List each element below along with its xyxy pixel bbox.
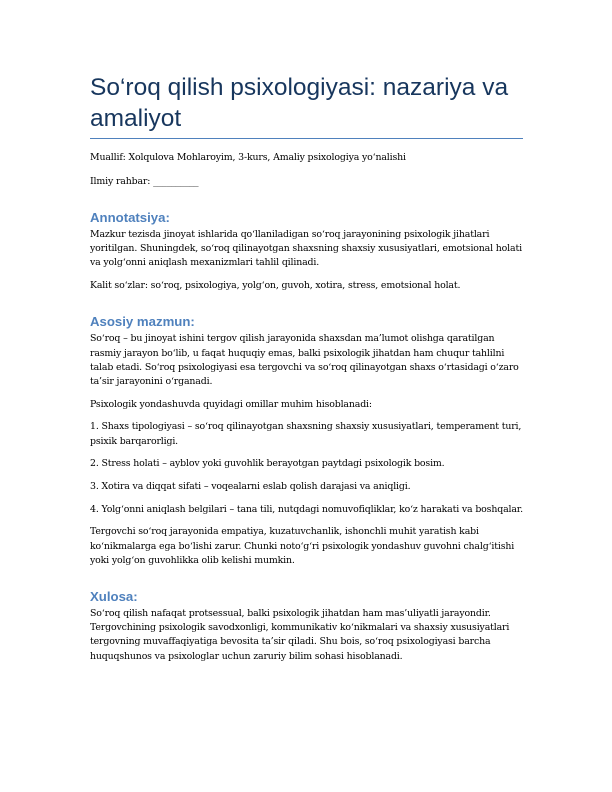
- annotation-heading: Annotatsiya:: [90, 210, 170, 225]
- document-page: [90, 72, 523, 664]
- main-heading: Asosiy mazmun:: [90, 314, 195, 330]
- keywords-paragraph: Kalit so‘zlar: so‘roq, psixologiya, yolg‘on, guvoh, xotira, stress, emotsional holat.: [90, 280, 461, 292]
- main-paragraph: Psixologik yondashuvda quyidagi omillar muhim hisoblanadi:: [90, 398, 372, 410]
- annotation-paragraph: Mazkur tezisda jinoyat ishlarida qo‘llaniladigan so‘roq jarayonining psixologik jihatlari yoritilgan. Shuningdek, so‘roq qilinayotgan shaxsning shaxsiy xususiyatlari, emotsional holati va yolg‘onni aniqlash mexanizmlari tahlil qilinadi.: [90, 229, 522, 269]
- list-item: 3. Xotira va diqqat sifati – voqealarni eslab qolish darajasi va aniqligi.: [90, 480, 411, 492]
- main-paragraph: So‘roq – bu jinoyat ishini tergov qilish jarayonida shaxsdan ma’lumot olishga qaratilgan rasmiy jarayon bo‘lib, u faqat huquqiy emas, balki psixologik jihatdan ham chuqur tahlilni talab etadi. So‘roq psixologiyasi esa tergovchi va so‘roq qilinayotgan shaxs o‘rtasidagi o‘zaro ta’sir jarayonini o‘rganadi.: [90, 333, 519, 387]
- main-paragraph: Tergovchi so‘roq jarayonida empatiya, kuzatuvchanlik, ishonchli muhit yaratish kabi ko‘nikmalarga ega bo‘lishi zarur. Chunki noto‘g‘ri psixologik yondashuv guvohni chalg‘itishi yoki yolg‘on guvohlikka olib kelishi mumkin.: [90, 526, 515, 566]
- conclusion-paragraph: So‘roq qilish nafaqat protsessual, balki psixologik jihatdan ham mas’uliyatli jarayondir. Tergovchining psixologik savodxonligi, kommunikativ ko‘nikmalari va shaxsiy xususiyatlari tergovning muvaffaqiyatiga bevosita ta’sir qiladi. Shu bois, so‘roq psixologiyasi barcha huquqshunos va psixologlar uchun zaruriy bilim sohasi hisoblanadi.: [90, 607, 510, 662]
- advisor-line: Ilmiy rahbar: __________: [90, 176, 199, 187]
- list-item: 2. Stress holati – ayblov yoki guvohlik berayotgan paytdagi psixologik bosim.: [90, 458, 445, 470]
- list-item: 4. Yolg‘onni aniqlash belgilari – tana tili, nutqdagi nomuvofiqliklar, ko‘z harakati va boshqalar.: [90, 503, 523, 515]
- list-item: 1. Shaxs tipologiyasi – so‘roq qilinayotgan shaxsning shaxsiy xususiyatlari, temperament turi, psixik barqarorligi.: [90, 421, 522, 447]
- author-line: Muallif: Xolqulova Mohlaroyim, 3-kurs, Amaliy psixologiya yo‘nalishi: [90, 152, 406, 163]
- conclusion-heading: Xulosa:: [90, 588, 138, 604]
- document-title: So‘roq qilish psixologiyasi: nazariya va amaliyot: [90, 72, 523, 139]
